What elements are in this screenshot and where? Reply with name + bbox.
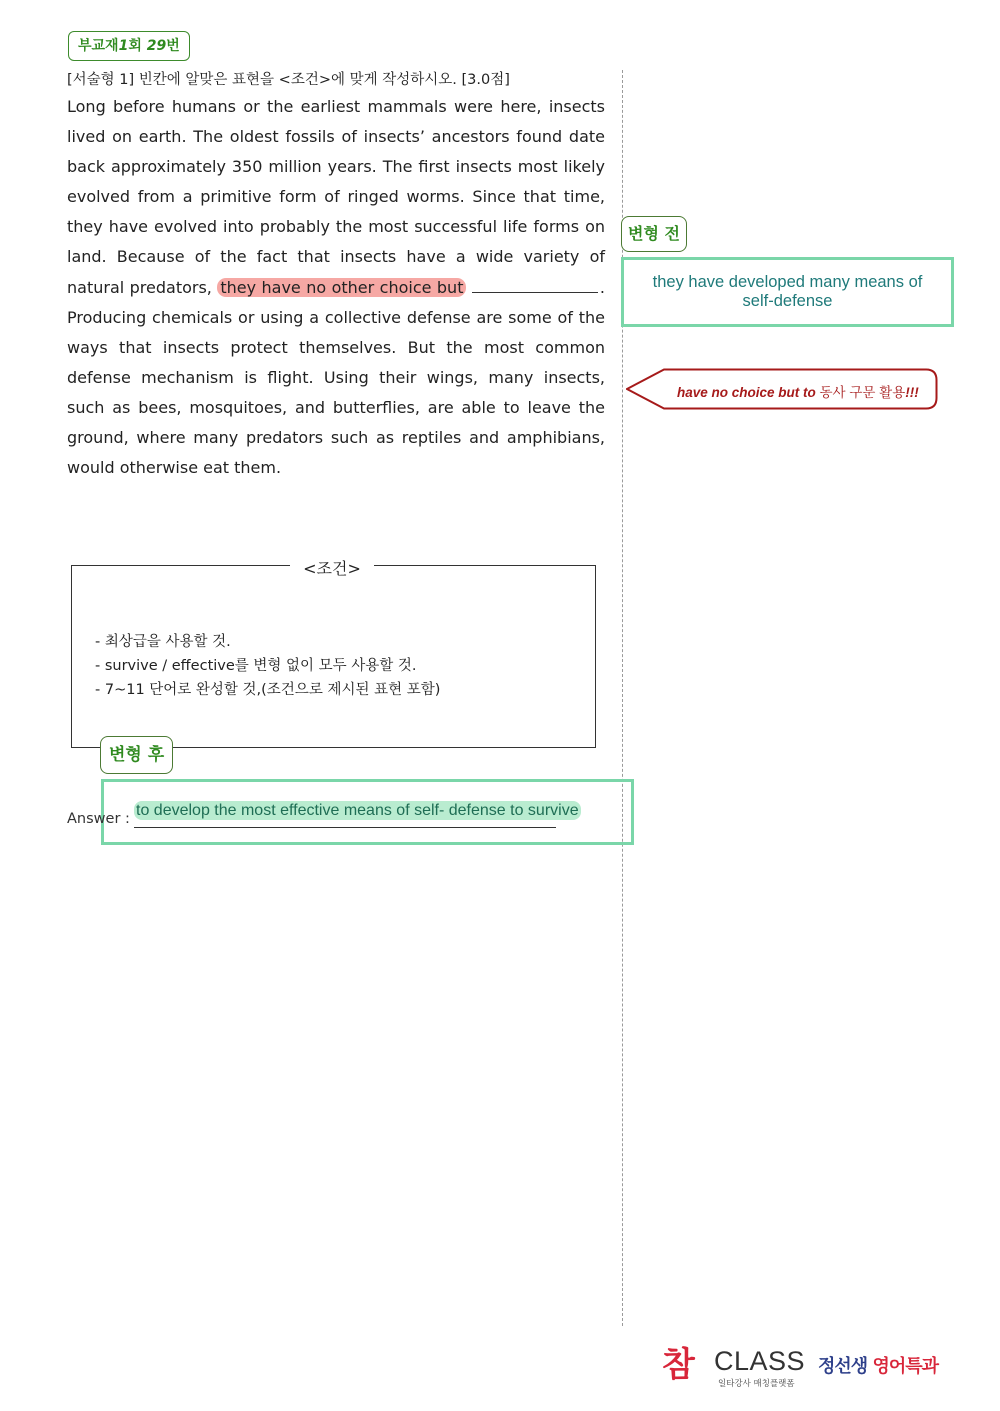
logo-name: CLASS [714, 1346, 806, 1376]
before-change-box [621, 257, 954, 327]
callout-ko: 동사 구문 활용 [815, 385, 906, 400]
logo-brand-part2: 영어특과 [872, 1356, 938, 1377]
badge-number: 29 [146, 38, 167, 54]
badge-prefix: 부교재 [78, 38, 119, 54]
blank-period: . [599, 277, 606, 297]
badge-round: 1 [118, 38, 129, 54]
passage-after: Producing chemicals or using a collective defense are some of the ways that insects protect themselves. But the most common defense mechanism is flight. Using their wings, many insects, such as bees, mosquitoes, and butterflies, are able to leave the ground, where many predators such as reptiles and amphibians, would otherwise eat them. [67, 307, 605, 478]
condition-item: - 7~11 단어로 완성할 것,(조건으로 제시된 표현 포함) [95, 678, 440, 702]
logo-brand-part1: 정선생 [818, 1356, 873, 1377]
callout-en: have no choice but to [677, 385, 816, 400]
condition-item: - 최상급을 사용할 것. [95, 630, 440, 654]
answer-highlight: to develop the most effective means of self- defense to survive [136, 802, 579, 819]
logo-mark-glyph: 참 [662, 1345, 695, 1385]
answer-label: Answer : [67, 811, 130, 827]
source-badge [68, 31, 190, 61]
badge-round-suffix: 회 [128, 38, 142, 54]
answer-underline [134, 827, 556, 828]
callout-exclaim: !!! [905, 385, 919, 400]
after-change-tag: 변형 후 [100, 736, 173, 774]
logo-subtitle: 일타강사 매칭플랫폼 [718, 1379, 795, 1389]
question-prompt: [서술형 1] 빈칸에 알맞은 표현을 <조건>에 맞게 작성하시오. [3.0점] [67, 72, 510, 88]
condition-item: - survive / effective를 변형 없이 모두 사용할 것. [95, 654, 440, 678]
passage-before: Long before humans or the earliest mammals were here, insects lived on earth. The oldest fossils of insects’ ancestors found date back approximately 350 million years. The first insects most likely evolved from a primitive form of ringed worms. Since that time, they have evolved into probably the most successful life forms on land. Because of the fact that insects have a wide variety of natural predators, [67, 97, 605, 297]
conditions-list [95, 630, 440, 702]
badge-number-suffix: 번 [166, 38, 180, 54]
before-change-text: they have developed many means of self-defense [652, 273, 923, 310]
highlighted-phrase: they have no other choice but [217, 278, 466, 297]
passage [67, 92, 605, 483]
conditions-title: <조건> [290, 556, 374, 582]
before-change-tag: 변형 전 [621, 216, 687, 252]
answer-blank [472, 291, 598, 293]
callout-text [677, 381, 919, 401]
answer-text [134, 802, 581, 820]
logo-brand [818, 1352, 938, 1378]
